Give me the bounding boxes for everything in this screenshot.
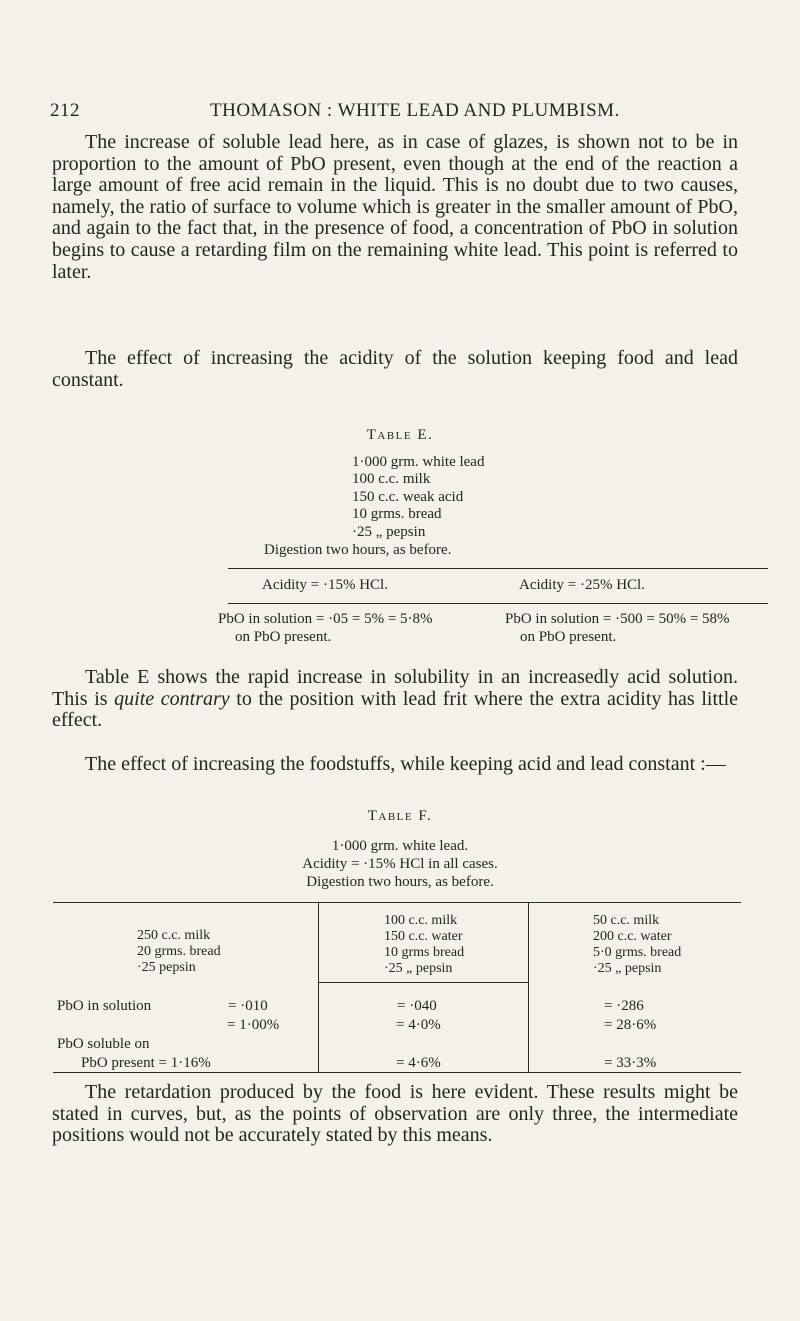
table-f-col1-head	[137, 928, 221, 976]
col3-value: = 28·6%	[604, 1017, 657, 1033]
head-line: ·25 „ pepsin	[593, 961, 662, 976]
col3-value: = ·286	[604, 998, 644, 1014]
head-line: 100 c.c. milk	[384, 913, 458, 928]
col2-value: = ·040	[397, 998, 437, 1014]
head-line: 150 c.c. water	[384, 929, 463, 944]
row-label: PbO in solution	[57, 998, 152, 1014]
emphasis: quite contrary	[114, 687, 230, 710]
paragraph-2: The effect of increasing the acidity of the solution keeping food and lead constant.	[52, 347, 738, 391]
table-e-digestion: Digestion two hours, as before.	[264, 542, 452, 558]
rule	[53, 902, 741, 903]
paragraph-3	[52, 667, 738, 732]
col3-value: = 33·3%	[604, 1055, 657, 1071]
head-line: ·25 „ pepsin	[384, 961, 453, 976]
head-line: 10 grms bread	[384, 945, 465, 960]
text: to the position with lead frit where the extra acidity has little effect.	[52, 687, 738, 732]
row-label: PbO soluble on	[57, 1036, 150, 1052]
paragraph-1: The increase of soluble lead here, as in case of glazes, is shown not to be in proportion to the amount of PbO present, even though at the end of the reaction a large amount of free acid remain in the liquid. This is no doubt due to two causes, namely, the ratio of surface to volume which is greater in the smaller amount of PbO, and again to the fact that, in the presence of food, a concentration of PbO in solution begins to cause a retarding film on the remaining white lead. This point is referred to later.	[52, 131, 738, 283]
condition-line: 1·000 grm. white lead	[352, 454, 485, 470]
table-f-caption: Table F.	[367, 808, 433, 824]
table-e-col1-line1: PbO in solution = ·05 = 5% = 5·8%	[218, 611, 433, 627]
condition-line: ·25 „ pepsin	[352, 523, 426, 540]
column-divider	[318, 902, 319, 1072]
table-e-col1-line2: on PbO present.	[235, 629, 332, 645]
rule	[228, 568, 768, 569]
page-number: 212	[50, 100, 80, 121]
paragraph-4: The effect of increasing the foodstuffs, while keeping acid and lead constant :—	[85, 753, 726, 775]
col2-value: = 4·0%	[396, 1017, 441, 1033]
head-line: 50 c.c. milk	[593, 913, 660, 928]
head-line: 20 grms. bread	[137, 944, 221, 959]
rule	[318, 982, 528, 983]
head-line: 250 c.c. milk	[137, 928, 211, 943]
row-value: = ·010	[228, 998, 268, 1014]
table-e-col2-line2: on PbO present.	[520, 629, 617, 645]
head-line: 5·0 grms. bread	[593, 945, 682, 960]
table-e-col1-head: Acidity = ·15% HCl.	[262, 577, 388, 593]
condition-line: Acidity = ·15% HCl in all cases.	[302, 856, 498, 872]
condition-line: 10 grms. bread	[352, 506, 442, 523]
table-f-col3-head	[593, 913, 681, 977]
head-line: ·25 pepsin	[137, 960, 196, 975]
table-f-conditions	[0, 837, 800, 891]
table-e-caption: Table E.	[366, 427, 434, 443]
running-title: THOMASON : WHITE LEAD AND PLUMBISM.	[210, 100, 620, 121]
text: Table E shows the rapid increase in solubility in an increasedly acid solution. This is	[52, 666, 738, 710]
row-value: = 1·00%	[227, 1017, 280, 1033]
condition-line: 150 c.c. weak acid	[352, 488, 464, 505]
column-divider	[528, 902, 529, 1072]
table-e-col2-line1: PbO in solution = ·500 = 50% = 58%	[505, 611, 730, 627]
condition-line: Digestion two hours, as before.	[306, 874, 494, 890]
table-f-col2-head	[384, 913, 464, 977]
condition-line: 100 c.c. milk	[352, 471, 431, 488]
table-e-conditions	[352, 454, 484, 541]
col2-value: = 4·6%	[396, 1055, 441, 1071]
head-line: 200 c.c. water	[593, 929, 672, 944]
table-e-col2-head: Acidity = ·25% HCl.	[519, 577, 645, 593]
row-label: PbO present = 1·16%	[81, 1055, 211, 1071]
rule	[228, 603, 768, 604]
paragraph-5: The retardation produced by the food is here evident. These results might be stated in curves, but, as the points of observation are only three, the intermediate positions would not be accurately stated by this means.	[52, 1081, 738, 1147]
condition-line: 1·000 grm. white lead.	[331, 838, 469, 854]
